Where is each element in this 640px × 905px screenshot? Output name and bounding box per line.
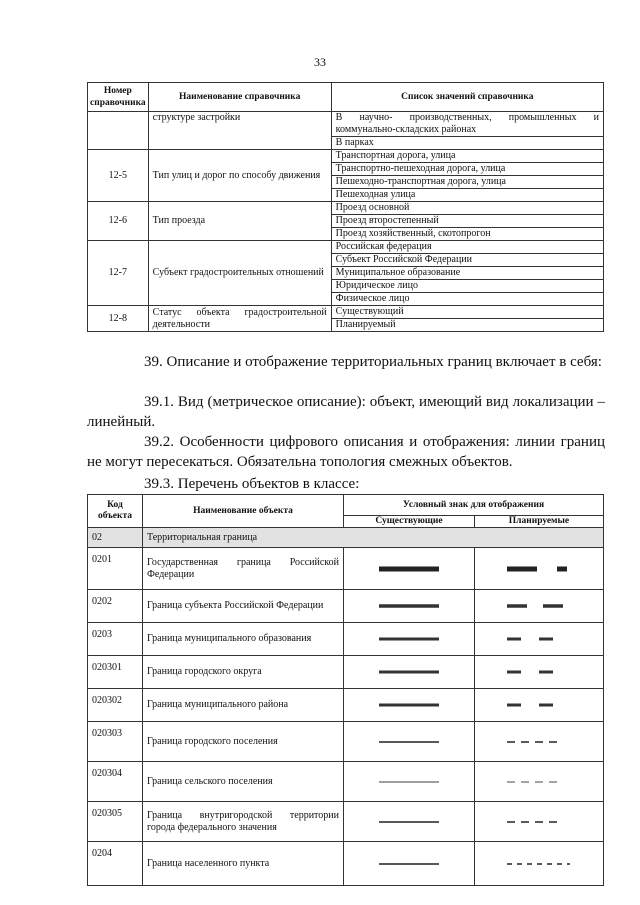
planned-symbol-cell bbox=[474, 590, 603, 623]
object-name: Граница муниципального образования bbox=[143, 623, 344, 656]
object-code: 0203 bbox=[88, 623, 143, 656]
existing-symbol-cell bbox=[344, 842, 475, 886]
existing-symbol-cell bbox=[344, 590, 475, 623]
planned-symbol-cell bbox=[474, 689, 603, 722]
existing-boundary-symbol bbox=[378, 777, 440, 787]
planned-symbol-cell bbox=[474, 656, 603, 689]
object-code: 020303 bbox=[88, 722, 143, 762]
existing-symbol-cell bbox=[344, 802, 475, 842]
table-row bbox=[88, 656, 604, 689]
ref-value: Транспортно-пешеходная дорога, улица bbox=[331, 163, 603, 176]
object-code: 0204 bbox=[88, 842, 143, 886]
ref-value: В парках bbox=[331, 137, 603, 150]
existing-boundary-symbol bbox=[378, 737, 440, 747]
object-name: Граница муниципального района bbox=[143, 689, 344, 722]
object-code: 0202 bbox=[88, 590, 143, 623]
ref-name: Тип проезда bbox=[148, 202, 331, 241]
existing-symbol-cell bbox=[344, 722, 475, 762]
ref-name: Тип улиц и дорог по способу движения bbox=[148, 150, 331, 202]
existing-boundary-symbol bbox=[378, 817, 440, 827]
ref-value: Физическое лицо bbox=[331, 293, 603, 306]
group-row bbox=[88, 528, 604, 548]
object-code: 020305 bbox=[88, 802, 143, 842]
planned-boundary-symbol bbox=[506, 601, 572, 611]
object-table bbox=[87, 494, 604, 886]
planned-symbol-cell bbox=[474, 722, 603, 762]
group-name: Территориальная граница bbox=[143, 528, 604, 548]
existing-boundary-symbol bbox=[378, 601, 440, 611]
object-code: 020301 bbox=[88, 656, 143, 689]
object-name: Государственная граница Российской Федерации bbox=[143, 548, 344, 590]
object-code: 0201 bbox=[88, 548, 143, 590]
table-row bbox=[88, 241, 604, 254]
group-code: 02 bbox=[88, 528, 143, 548]
ref-value: Проезд основной bbox=[331, 202, 603, 215]
existing-boundary-symbol bbox=[378, 667, 440, 677]
planned-boundary-symbol bbox=[506, 667, 572, 677]
planned-symbol-cell bbox=[474, 802, 603, 842]
ref-value: Пешеходно-транспортная дорога, улица bbox=[331, 176, 603, 189]
existing-symbol-cell bbox=[344, 623, 475, 656]
ref-value: Проезд хозяйственный, скотопрогон bbox=[331, 228, 603, 241]
header-ref-values: Список значений справочника bbox=[331, 83, 603, 112]
object-name: Граница внутригородской территории города федерального значения bbox=[143, 802, 344, 842]
planned-boundary-symbol bbox=[506, 634, 572, 644]
planned-symbol-cell bbox=[474, 548, 603, 590]
planned-boundary-symbol bbox=[506, 777, 572, 787]
existing-symbol-cell bbox=[344, 762, 475, 802]
ref-value: Муниципальное образование bbox=[331, 267, 603, 280]
planned-boundary-symbol bbox=[506, 817, 572, 827]
table-row bbox=[88, 306, 604, 319]
ref-value: В научно- производственных, промышленных и коммунально-складских районах bbox=[331, 112, 603, 137]
table-row bbox=[88, 150, 604, 163]
ref-number: 12-6 bbox=[88, 202, 149, 241]
planned-boundary-symbol bbox=[506, 737, 572, 747]
ref-value: Транспортная дорога, улица bbox=[331, 150, 603, 163]
existing-symbol-cell bbox=[344, 689, 475, 722]
table-row bbox=[88, 548, 604, 590]
table-row bbox=[88, 722, 604, 762]
table-row bbox=[88, 623, 604, 656]
ref-value: Проезд второстепенный bbox=[331, 215, 603, 228]
header-ref-number: Номер справочника bbox=[88, 83, 149, 112]
existing-boundary-symbol bbox=[378, 634, 440, 644]
table-row bbox=[88, 202, 604, 215]
existing-boundary-symbol bbox=[378, 700, 440, 710]
existing-boundary-symbol bbox=[378, 564, 440, 574]
planned-symbol-cell bbox=[474, 842, 603, 886]
ref-value: Планируемый bbox=[331, 319, 603, 332]
reference-table bbox=[87, 82, 604, 332]
planned-boundary-symbol bbox=[506, 700, 572, 710]
paragraph-39-2: 39.2. Особенности цифрового описания и отображения: линии границ не могут пересекаться. Обязательна топология смежных объектов. bbox=[87, 434, 605, 470]
ref-value: Субъект Российской Федерации bbox=[331, 254, 603, 267]
planned-boundary-symbol bbox=[506, 859, 572, 869]
object-code: 020302 bbox=[88, 689, 143, 722]
header-planned: Планируемые bbox=[474, 516, 603, 528]
ref-number bbox=[88, 112, 149, 150]
existing-boundary-symbol bbox=[378, 859, 440, 869]
object-name: Граница сельского поселения bbox=[143, 762, 344, 802]
object-name: Граница городского округа bbox=[143, 656, 344, 689]
header-existing: Существующие bbox=[344, 516, 475, 528]
header-object-name: Наименование объекта bbox=[143, 495, 344, 528]
ref-value: Пешеходная улица bbox=[331, 189, 603, 202]
paragraph-39: 39. Описание и отображение территориальных границ включает в себя: bbox=[144, 354, 602, 370]
header-ref-name: Наименование справочника bbox=[148, 83, 331, 112]
ref-value: Юридическое лицо bbox=[331, 280, 603, 293]
planned-boundary-symbol bbox=[506, 564, 572, 574]
existing-symbol-cell bbox=[344, 548, 475, 590]
ref-value: Российская федерация bbox=[331, 241, 603, 254]
object-name: Граница населенного пункта bbox=[143, 842, 344, 886]
ref-number: 12-5 bbox=[88, 150, 149, 202]
object-name: Граница городского поселения bbox=[143, 722, 344, 762]
table-row bbox=[88, 112, 604, 137]
ref-name: структуре застройки bbox=[148, 112, 331, 150]
header-object-code: Код объекта bbox=[88, 495, 143, 528]
ref-name: Субъект градостроительных отношений bbox=[148, 241, 331, 306]
paragraph-39-3: 39.3. Перечень объектов в классе: bbox=[144, 476, 360, 492]
ref-value: Существующий bbox=[331, 306, 603, 319]
table-row bbox=[88, 762, 604, 802]
ref-number: 12-8 bbox=[88, 306, 149, 332]
paragraph-39-1: 39.1. Вид (метрическое описание): объект, имеющий вид локализации – линейный. bbox=[87, 394, 605, 430]
object-name: Граница субъекта Российской Федерации bbox=[143, 590, 344, 623]
table-row bbox=[88, 802, 604, 842]
ref-number: 12-7 bbox=[88, 241, 149, 306]
table-row bbox=[88, 689, 604, 722]
page-number: 33 bbox=[314, 55, 326, 69]
existing-symbol-cell bbox=[344, 656, 475, 689]
planned-symbol-cell bbox=[474, 623, 603, 656]
planned-symbol-cell bbox=[474, 762, 603, 802]
table-row bbox=[88, 590, 604, 623]
object-code: 020304 bbox=[88, 762, 143, 802]
ref-name: Статус объекта градостроительной деятельности bbox=[148, 306, 331, 332]
table-row bbox=[88, 842, 604, 886]
header-symbol: Условный знак для отображения bbox=[344, 495, 604, 516]
